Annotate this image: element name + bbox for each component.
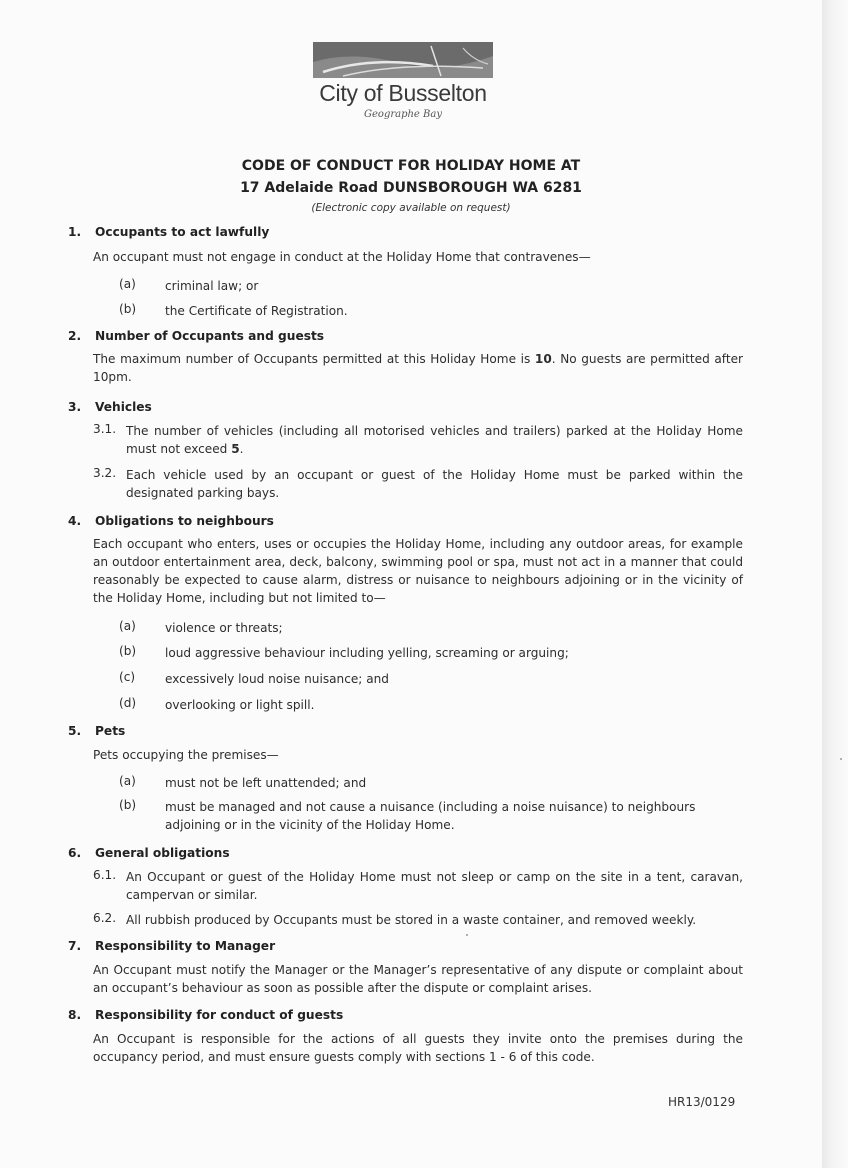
logo-tagline: Geographe Bay (364, 109, 442, 120)
section-title: Obligations to neighbours (95, 514, 274, 528)
section-title: Pets (95, 724, 126, 738)
subsection-text: An Occupant or guest of the Holiday Home must not sleep or camp on the site in a tent, caravan, campervan or similar. (126, 870, 743, 902)
document-reference: HR13/0129 (668, 1095, 736, 1109)
list-text: the Certificate of Registration. (165, 304, 348, 318)
section-number: 7. (68, 939, 82, 953)
max-vehicles-value: 5 (231, 442, 240, 456)
section-intro: An occupant must not engage in conduct at the Holiday Home that contravenes— (93, 250, 591, 264)
subsection-text: Each vehicle used by an occupant or guest of the Holiday Home must be parked within the designated parking bays. (126, 468, 743, 500)
subsection-number: 6.1. (93, 868, 117, 882)
document-title-line1: CODE OF CONDUCT FOR HOLIDAY HOME AT (241, 158, 581, 174)
scan-speck (466, 934, 468, 936)
list-marker: (b) (119, 644, 137, 658)
subsection-number: 6.2. (93, 911, 117, 925)
section-heading (68, 724, 125, 738)
logo-emblem-icon (313, 42, 493, 82)
list-marker: (c) (119, 670, 136, 684)
subsection-number: 3.1. (93, 422, 117, 436)
scan-edge (822, 0, 848, 1168)
section-number: 5. (68, 724, 82, 738)
subsection-number: 3.2. (93, 466, 117, 480)
list-text: violence or threats; (165, 621, 283, 635)
section-number: 4. (68, 514, 82, 528)
city-logo (313, 42, 493, 132)
section-number: 6. (68, 846, 82, 860)
list-text: must not be left unattended; and (165, 776, 367, 790)
body-text: The maximum number of Occupants permitted at this Holiday Home is (93, 352, 535, 366)
list-marker: (b) (119, 302, 137, 316)
body-text: The number of vehicles (including all motorised vehicles and trailers) parked at the Holiday Home must not exceed (126, 424, 743, 456)
section-title: Vehicles (95, 400, 152, 414)
subsection-text: All rubbish produced by Occupants must be stored in a waste container, and removed weekly. (126, 913, 697, 927)
document-title-line2: 17 Adelaide Road DUNSBOROUGH WA 6281 (240, 180, 582, 196)
subsection-text (126, 422, 743, 458)
max-occupants-value: 10 (534, 352, 552, 366)
list-text: criminal law; or (165, 279, 259, 293)
scan-speck (840, 758, 842, 760)
section-heading (68, 939, 275, 953)
section-body (93, 350, 743, 386)
section-heading (68, 329, 324, 343)
section-title: General obligations (95, 846, 230, 860)
section-heading (68, 400, 152, 414)
document-subtitle: (Electronic copy available on request) (311, 202, 511, 214)
list-text: excessively loud noise nuisance; and (165, 672, 389, 686)
list-text: must be managed and not cause a nuisance (including a noise nuisance) to neighbours adjoining or in the vicinity of the Holiday Home. (165, 800, 696, 832)
section-heading (68, 514, 274, 528)
section-title: Occupants to act lawfully (95, 225, 270, 239)
logo-name: City of Busselton (319, 80, 487, 106)
section-heading (68, 1008, 343, 1022)
section-number: 2. (68, 329, 82, 343)
section-body: An Occupant is responsible for the actions of all guests they invite onto the premises during the occupancy period, and must ensure guests comply with sections 1 - 6 of this code. (93, 1032, 743, 1064)
list-marker: (b) (119, 798, 137, 812)
section-heading (68, 846, 230, 860)
section-title: Responsibility for conduct of guests (95, 1008, 344, 1022)
section-heading (68, 225, 269, 239)
section-intro: Pets occupying the premises— (93, 748, 279, 762)
section-title: Number of Occupants and guests (95, 329, 325, 343)
list-marker: (d) (119, 696, 137, 710)
section-number: 1. (68, 225, 82, 239)
section-intro: Each occupant who enters, uses or occupies the Holiday Home, including any outdoor areas, for example an outdoor entertainment area, deck, balcony, swimming pool or spa, must not act in a manner that could reasonably be expected to cause alarm, distress or nuisance to neighbours adjoining or in the vicinity of the Holiday Home, including but not limited to— (93, 537, 743, 605)
section-number: 8. (68, 1008, 82, 1022)
list-marker: (a) (119, 774, 136, 788)
body-text: . (239, 442, 244, 456)
section-body: An Occupant must notify the Manager or the Manager’s representative of any dispute or complaint about an occupant’s behaviour as soon as possible after the dispute or complaint arises. (93, 963, 743, 995)
section-title: Responsibility to Manager (95, 939, 276, 953)
list-text: loud aggressive behaviour including yelling, screaming or arguing; (165, 646, 569, 660)
section-number: 3. (68, 400, 82, 414)
list-text: overlooking or light spill. (165, 698, 315, 712)
body-text: . No guests are permitted after 10pm. (93, 352, 743, 384)
list-marker: (a) (119, 619, 136, 633)
list-marker: (a) (119, 277, 136, 291)
